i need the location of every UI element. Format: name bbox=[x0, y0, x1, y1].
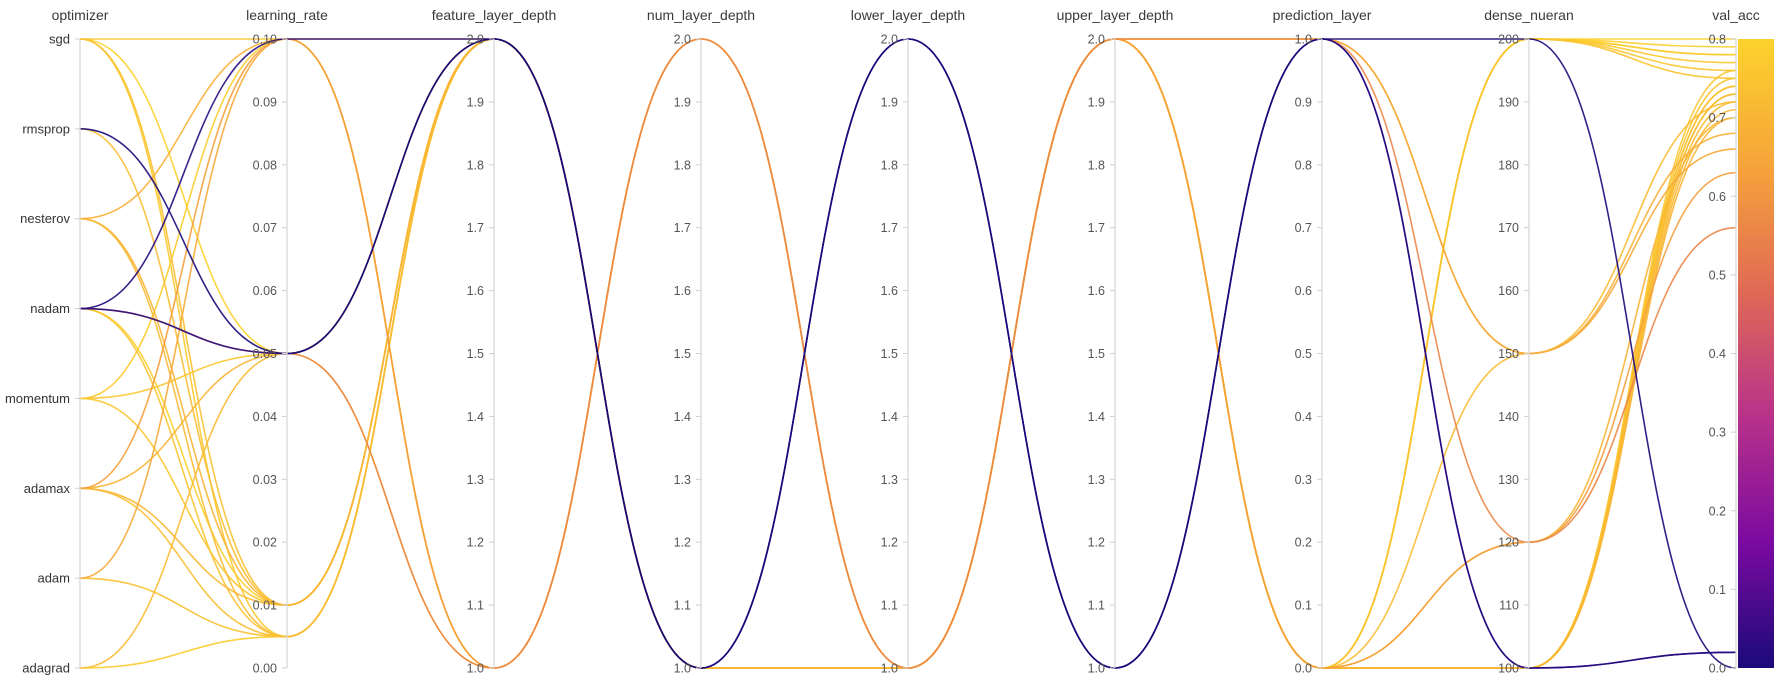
tick-label-lower_layer_depth: 1.3 bbox=[880, 472, 898, 487]
tick-label-lower_layer_depth: 1.6 bbox=[880, 284, 898, 299]
tick-label-dense_nueran: 100 bbox=[1498, 661, 1519, 676]
tick-label-num_layer_depth: 1.3 bbox=[673, 472, 691, 487]
tick-label-lower_layer_depth: 1.8 bbox=[880, 158, 898, 173]
tick-label-prediction_layer: 0.2 bbox=[1294, 535, 1312, 550]
category-label-nesterov: nesterov bbox=[20, 211, 70, 227]
tick-label-feature_layer_depth: 1.7 bbox=[466, 221, 484, 236]
axis-title-optimizer: optimizer bbox=[51, 7, 109, 23]
tick-label-upper_layer_depth: 1.5 bbox=[1087, 347, 1105, 361]
axis-prediction_layer[interactable] bbox=[1273, 7, 1372, 676]
tick-label-val_acc: 0.5 bbox=[1708, 268, 1726, 283]
tick-label-learning_rate: 0.05 bbox=[252, 347, 277, 361]
tick-label-val_acc: 0.4 bbox=[1708, 347, 1726, 361]
category-label-rmsprop: rmsprop bbox=[22, 121, 70, 137]
axis-learning_rate[interactable] bbox=[246, 7, 328, 676]
tick-label-lower_layer_depth: 1.1 bbox=[880, 598, 898, 613]
category-label-adamax: adamax bbox=[23, 480, 70, 496]
axis-num_layer_depth[interactable] bbox=[647, 7, 755, 676]
tick-label-dense_nueran: 160 bbox=[1498, 284, 1519, 299]
tick-label-learning_rate: 0.10 bbox=[252, 32, 277, 47]
tick-label-num_layer_depth: 2.0 bbox=[673, 32, 691, 47]
tick-label-feature_layer_depth: 2.0 bbox=[466, 32, 484, 47]
tick-label-num_layer_depth: 1.0 bbox=[673, 661, 691, 676]
tick-label-prediction_layer: 0.4 bbox=[1294, 409, 1312, 424]
tick-label-num_layer_depth: 1.7 bbox=[673, 221, 691, 236]
axis-upper_layer_depth[interactable] bbox=[1057, 7, 1174, 676]
tick-label-upper_layer_depth: 1.9 bbox=[1087, 95, 1105, 110]
colorbar bbox=[1738, 39, 1774, 668]
axis-lower_layer_depth[interactable] bbox=[851, 7, 965, 676]
category-label-adagrad: adagrad bbox=[22, 660, 70, 676]
axis-title-dense_nueran: dense_nueran bbox=[1484, 7, 1574, 23]
tick-label-feature_layer_depth: 1.3 bbox=[466, 472, 484, 487]
tick-label-val_acc: 0.0 bbox=[1708, 661, 1726, 676]
tick-label-upper_layer_depth: 1.7 bbox=[1087, 221, 1105, 236]
tick-label-learning_rate: 0.04 bbox=[252, 409, 277, 424]
tick-label-dense_nueran: 130 bbox=[1498, 472, 1519, 487]
colorbar-gradient bbox=[1738, 39, 1774, 668]
tick-label-prediction_layer: 0.1 bbox=[1294, 598, 1312, 613]
tick-label-num_layer_depth: 1.5 bbox=[673, 347, 691, 361]
tick-label-dense_nueran: 120 bbox=[1498, 535, 1519, 550]
tick-label-val_acc: 0.3 bbox=[1708, 425, 1726, 440]
tick-label-prediction_layer: 0.9 bbox=[1294, 95, 1312, 110]
tick-label-learning_rate: 0.02 bbox=[252, 535, 277, 550]
tick-label-feature_layer_depth: 1.5 bbox=[466, 347, 484, 361]
tick-label-learning_rate: 0.09 bbox=[252, 95, 277, 110]
axis-feature_layer_depth[interactable] bbox=[432, 7, 557, 676]
tick-label-num_layer_depth: 1.8 bbox=[673, 158, 691, 173]
tick-label-dense_nueran: 150 bbox=[1498, 347, 1519, 361]
tick-label-upper_layer_depth: 1.8 bbox=[1087, 158, 1105, 173]
category-label-momentum: momentum bbox=[4, 390, 70, 406]
tick-label-lower_layer_depth: 1.4 bbox=[880, 409, 898, 424]
tick-label-prediction_layer: 1.0 bbox=[1294, 32, 1312, 47]
category-label-sgd: sgd bbox=[49, 31, 70, 47]
tick-label-dense_nueran: 180 bbox=[1498, 158, 1519, 173]
tick-label-dense_nueran: 200 bbox=[1498, 32, 1519, 47]
tick-label-upper_layer_depth: 1.3 bbox=[1087, 472, 1105, 487]
tick-label-prediction_layer: 0.5 bbox=[1294, 347, 1312, 361]
tick-label-upper_layer_depth: 1.6 bbox=[1087, 284, 1105, 299]
category-label-adam: adam bbox=[37, 570, 70, 586]
tick-label-learning_rate: 0.06 bbox=[252, 284, 277, 299]
axis-title-upper_layer_depth: upper_layer_depth bbox=[1056, 7, 1174, 23]
tick-label-val_acc: 0.6 bbox=[1708, 189, 1726, 204]
tick-label-num_layer_depth: 1.4 bbox=[673, 409, 691, 424]
tick-label-num_layer_depth: 1.9 bbox=[673, 95, 691, 110]
axis-title-prediction_layer: prediction_layer bbox=[1272, 7, 1372, 23]
tick-label-num_layer_depth: 1.6 bbox=[673, 284, 691, 299]
tick-label-learning_rate: 0.03 bbox=[252, 472, 277, 487]
tick-label-upper_layer_depth: 1.4 bbox=[1087, 409, 1105, 424]
tick-label-upper_layer_depth: 2.0 bbox=[1087, 32, 1105, 47]
tick-label-lower_layer_depth: 1.7 bbox=[880, 221, 898, 236]
tick-label-learning_rate: 0.00 bbox=[252, 661, 277, 676]
tick-label-num_layer_depth: 1.2 bbox=[673, 535, 691, 550]
tick-label-feature_layer_depth: 1.4 bbox=[466, 409, 484, 424]
tick-label-feature_layer_depth: 1.0 bbox=[466, 661, 484, 676]
tick-label-lower_layer_depth: 1.0 bbox=[880, 661, 898, 676]
axis-title-feature_layer_depth: feature_layer_depth bbox=[431, 7, 557, 23]
tick-label-lower_layer_depth: 1.9 bbox=[880, 95, 898, 110]
axis-title-val_acc: val_acc bbox=[1712, 7, 1760, 23]
axis-title-learning_rate: learning_rate bbox=[246, 7, 328, 23]
tick-label-upper_layer_depth: 1.1 bbox=[1087, 598, 1105, 613]
tick-label-feature_layer_depth: 1.1 bbox=[466, 598, 484, 613]
axis-title-num_layer_depth: num_layer_depth bbox=[646, 7, 756, 23]
tick-label-learning_rate: 0.01 bbox=[252, 598, 277, 613]
axis-title-lower_layer_depth: lower_layer_depth bbox=[850, 7, 966, 23]
tick-label-lower_layer_depth: 2.0 bbox=[880, 32, 898, 47]
tick-label-lower_layer_depth: 1.5 bbox=[880, 347, 898, 361]
tick-label-prediction_layer: 0.3 bbox=[1294, 472, 1312, 487]
tick-label-feature_layer_depth: 1.6 bbox=[466, 284, 484, 299]
category-label-nadam: nadam bbox=[30, 301, 70, 317]
tick-label-dense_nueran: 190 bbox=[1498, 95, 1519, 110]
tick-label-feature_layer_depth: 1.8 bbox=[466, 158, 484, 173]
tick-label-num_layer_depth: 1.1 bbox=[673, 598, 691, 613]
tick-label-dense_nueran: 110 bbox=[1499, 598, 1519, 613]
tick-label-learning_rate: 0.08 bbox=[252, 158, 277, 173]
tick-label-prediction_layer: 0.0 bbox=[1294, 661, 1312, 676]
tick-label-upper_layer_depth: 1.0 bbox=[1087, 661, 1105, 676]
tick-label-lower_layer_depth: 1.2 bbox=[880, 535, 898, 550]
tick-label-prediction_layer: 0.7 bbox=[1294, 221, 1312, 236]
tick-label-feature_layer_depth: 1.2 bbox=[466, 535, 484, 550]
tick-label-val_acc: 0.7 bbox=[1708, 111, 1726, 126]
tick-label-prediction_layer: 0.8 bbox=[1294, 158, 1312, 173]
tick-label-val_acc: 0.1 bbox=[1708, 582, 1726, 597]
tick-label-val_acc: 0.2 bbox=[1708, 504, 1726, 519]
tick-label-prediction_layer: 0.6 bbox=[1294, 284, 1312, 299]
tick-label-feature_layer_depth: 1.9 bbox=[466, 95, 484, 110]
tick-label-upper_layer_depth: 1.2 bbox=[1087, 535, 1105, 550]
tick-label-learning_rate: 0.07 bbox=[252, 221, 277, 236]
tick-label-val_acc: 0.8 bbox=[1708, 32, 1726, 47]
tick-label-dense_nueran: 170 bbox=[1498, 221, 1519, 236]
tick-label-dense_nueran: 140 bbox=[1498, 409, 1519, 424]
